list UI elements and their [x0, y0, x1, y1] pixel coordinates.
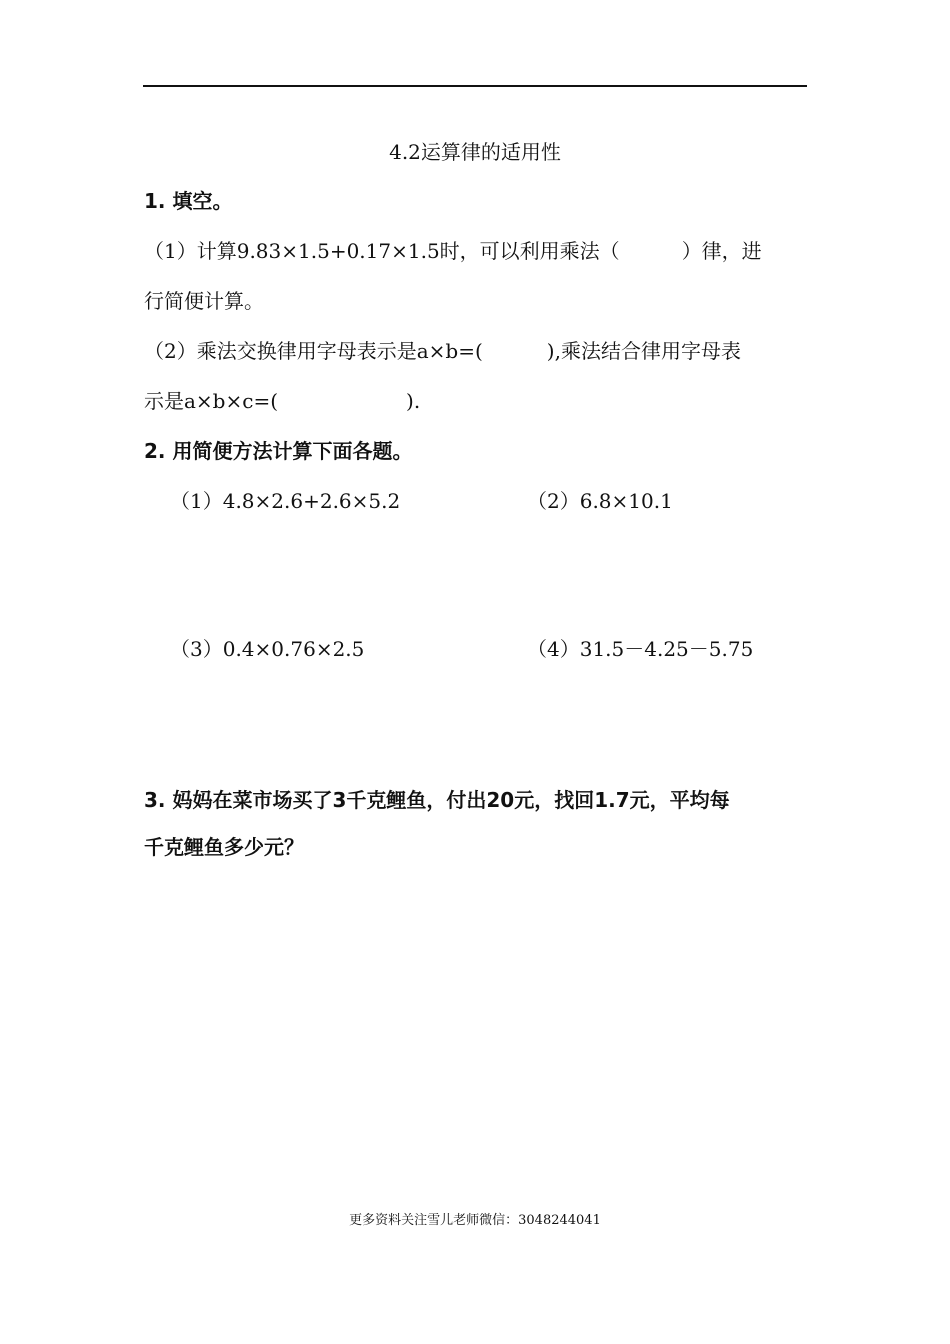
header-rule: [143, 85, 807, 87]
q2-heading: 2. 用简便方法计算下面各题。: [144, 439, 413, 463]
q1-item2-cont-suffix: ).: [406, 389, 421, 413]
q3-line-1: 3. 妈妈在菜市场买了3千克鲤鱼，付出20元，找回1.7元，平均每: [144, 788, 730, 812]
q2-item-3: （3）0.4×0.76×2.5: [170, 637, 365, 661]
page-title: 4.2运算律的适用性: [389, 140, 561, 164]
q1-item1-line1: [144, 236, 762, 266]
q1-item1-suffix: ）律，进: [681, 239, 762, 263]
q1-item1-line2: 行简便计算。: [144, 289, 264, 313]
q2-item-1: （1）4.8×2.6+2.6×5.2: [170, 489, 401, 513]
q2-item-4: （4）31.5－4.25－5.75: [527, 637, 754, 661]
q1-item2-suffix: ),乘法结合律用字母表: [546, 339, 741, 363]
q1-item2-prefix: （2）乘法交换律用字母表示是a×b=(: [144, 339, 483, 363]
footer-note: 更多资料关注雪儿老师微信：3048244041: [349, 1213, 601, 1228]
q1-item1-prefix: （1）计算9.83×1.5+0.17×1.5时，可以利用乘法（: [144, 239, 620, 263]
q2-item-2: （2）6.8×10.1: [527, 489, 673, 513]
q1-heading: 1. 填空。: [144, 189, 233, 213]
q3-line-2: 千克鲤鱼多少元？: [144, 835, 304, 859]
q1-item2-cont-prefix: 示是a×b×c=(: [144, 389, 279, 413]
q1-item2-line2: [144, 386, 420, 416]
q1-item2-line1: [144, 336, 741, 366]
